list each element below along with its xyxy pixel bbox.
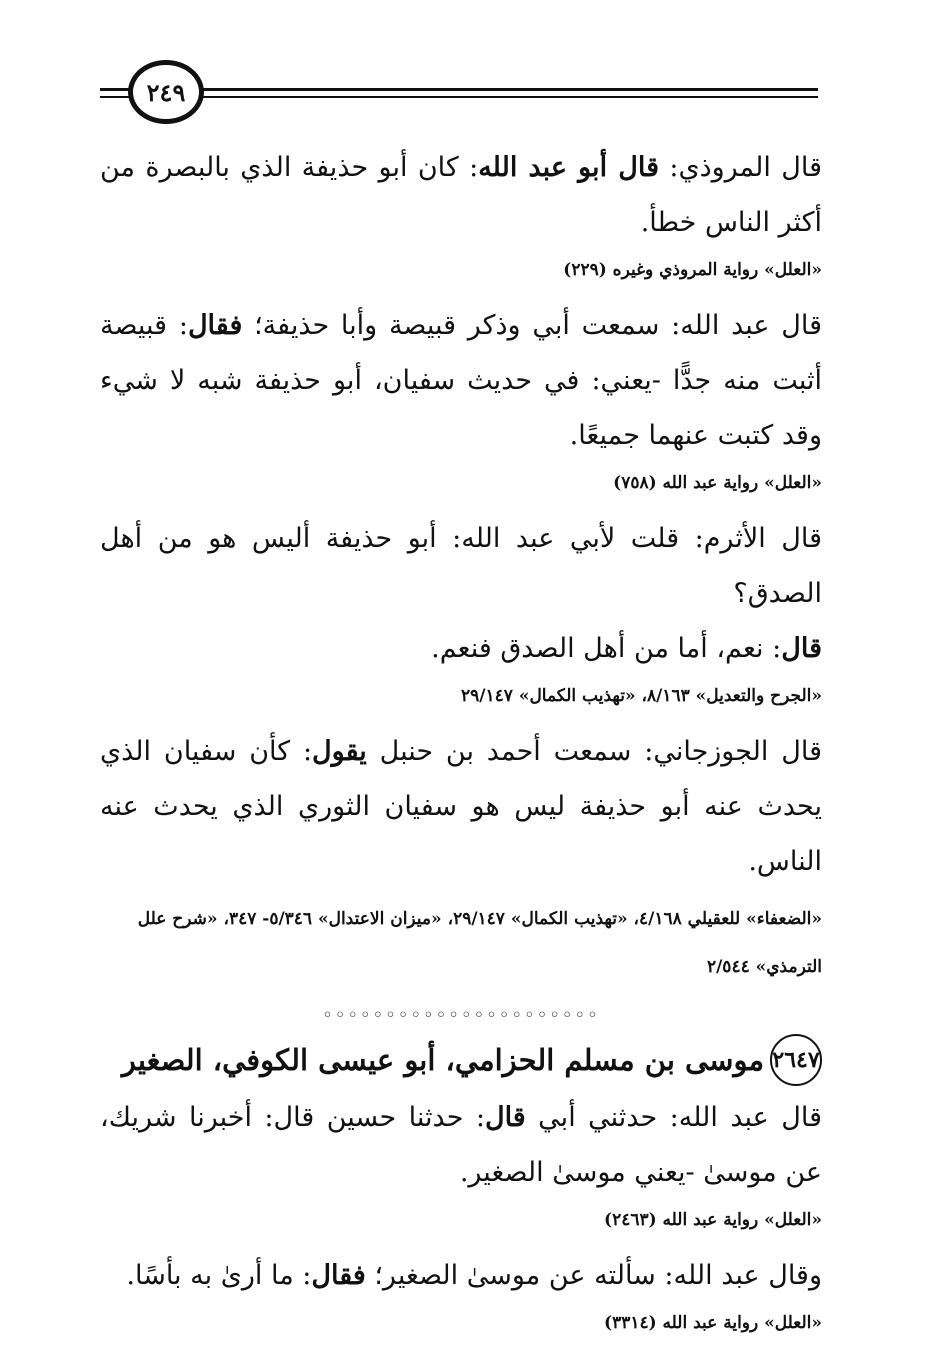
paragraph-text: قال الجوزجاني: سمعت أحمد بن حنبل [366,736,822,767]
paragraph-bold: قال [781,633,822,664]
paragraph-bold: يقول [312,736,367,767]
ornament-divider: ◦◦◦◦◦◦◦◦◦◦◦◦◦◦◦◦◦◦◦◦◦◦ [322,1005,600,1026]
paragraph-abdullah-husain [100,1090,822,1200]
page-content [100,140,822,1351]
paragraph-jawzajani [100,724,822,889]
paragraph-text: : ما أرىٰ به بأسًا. [126,1260,312,1291]
header-rule-thin [100,96,818,98]
paragraph-text: : كان أبو حذيفة الذي بالبصرة من أكثر الناس خطأ. [100,152,822,238]
source-citation: «العلل» رواية المروذي وغيره (٢٢٩) [563,260,822,280]
paragraph-text: : نعم، أما من أهل الصدق فنعم. [431,633,782,664]
paragraph-bold: فقال [311,1260,366,1291]
source-citation: «الضعفاء» للعقيلي ٤/١٦٨، «تهذيب الكمال» ٢٩/١٤٧، «ميزان الاعتدال» ٥/٣٤٦- ٣٤٧، «شرح علل الترمذي» ٢/٥٤٤ [137,909,822,977]
entry-heading [100,1034,822,1086]
entry-title: موسى بن مسلم الحزامي، أبو عيسى الكوفي، الصغير [121,1043,764,1077]
paragraph-text: قال المروذي: [659,152,822,183]
paragraph-athram [100,511,822,676]
paragraph-text: قال عبد الله: حدثني أبي [525,1102,822,1133]
paragraph-text: : كأن سفيان الذي يحدث عنه أبو حذيفة ليس هو سفيان الثوري الذي يحدث عنه الناس. [100,736,822,877]
paragraph-marwazi [100,140,822,250]
source-citation: «العلل» رواية عبد الله (٣٣١٤) [604,1313,822,1333]
paragraph-bold: قال أبو عبد الله [478,152,659,183]
paragraph-bold: فقال [187,310,243,341]
paragraph-abdullah-qabisa [100,298,822,463]
source-citation: «الجرح والتعديل» ٨/١٦٣، «تهذيب الكمال» ٢٩/١٤٧ [461,686,822,706]
paragraph-text: : حدثنا حسين قال: أخبرنا شريك، عن موسىٰ -يعني موسىٰ الصغير. [100,1102,822,1188]
paragraph-bold: قال [484,1102,526,1133]
paragraph-text: قال عبد الله: سمعت أبي وذكر قبيصة وأبا حذيفة؛ [242,310,822,341]
paragraph-text: وقال عبد الله: سألته عن موسىٰ الصغير؛ [365,1260,822,1291]
paragraph-text: قال الأثرم: قلت لأبي عبد الله: أبو حذيفة أليس هو من أهل الصدق؟ [100,523,822,609]
entry-number-badge: ٢٦٤٧ [770,1034,822,1086]
paragraph-abdullah-musa [100,1248,822,1303]
source-citation: «العلل» رواية عبد الله (٢٤٦٣) [604,1210,822,1230]
header-rule [100,88,818,91]
page-number: ٢٤٩ [128,60,204,124]
paragraph-text: : قبيصة أثبت منه جدًّا -يعني: في حديث سفيان، أبو حذيفة شبه لا شيء وقد كتبت عنهما جميعًا. [100,310,822,451]
source-citation: «العلل» رواية عبد الله (٧٥٨) [613,473,822,493]
